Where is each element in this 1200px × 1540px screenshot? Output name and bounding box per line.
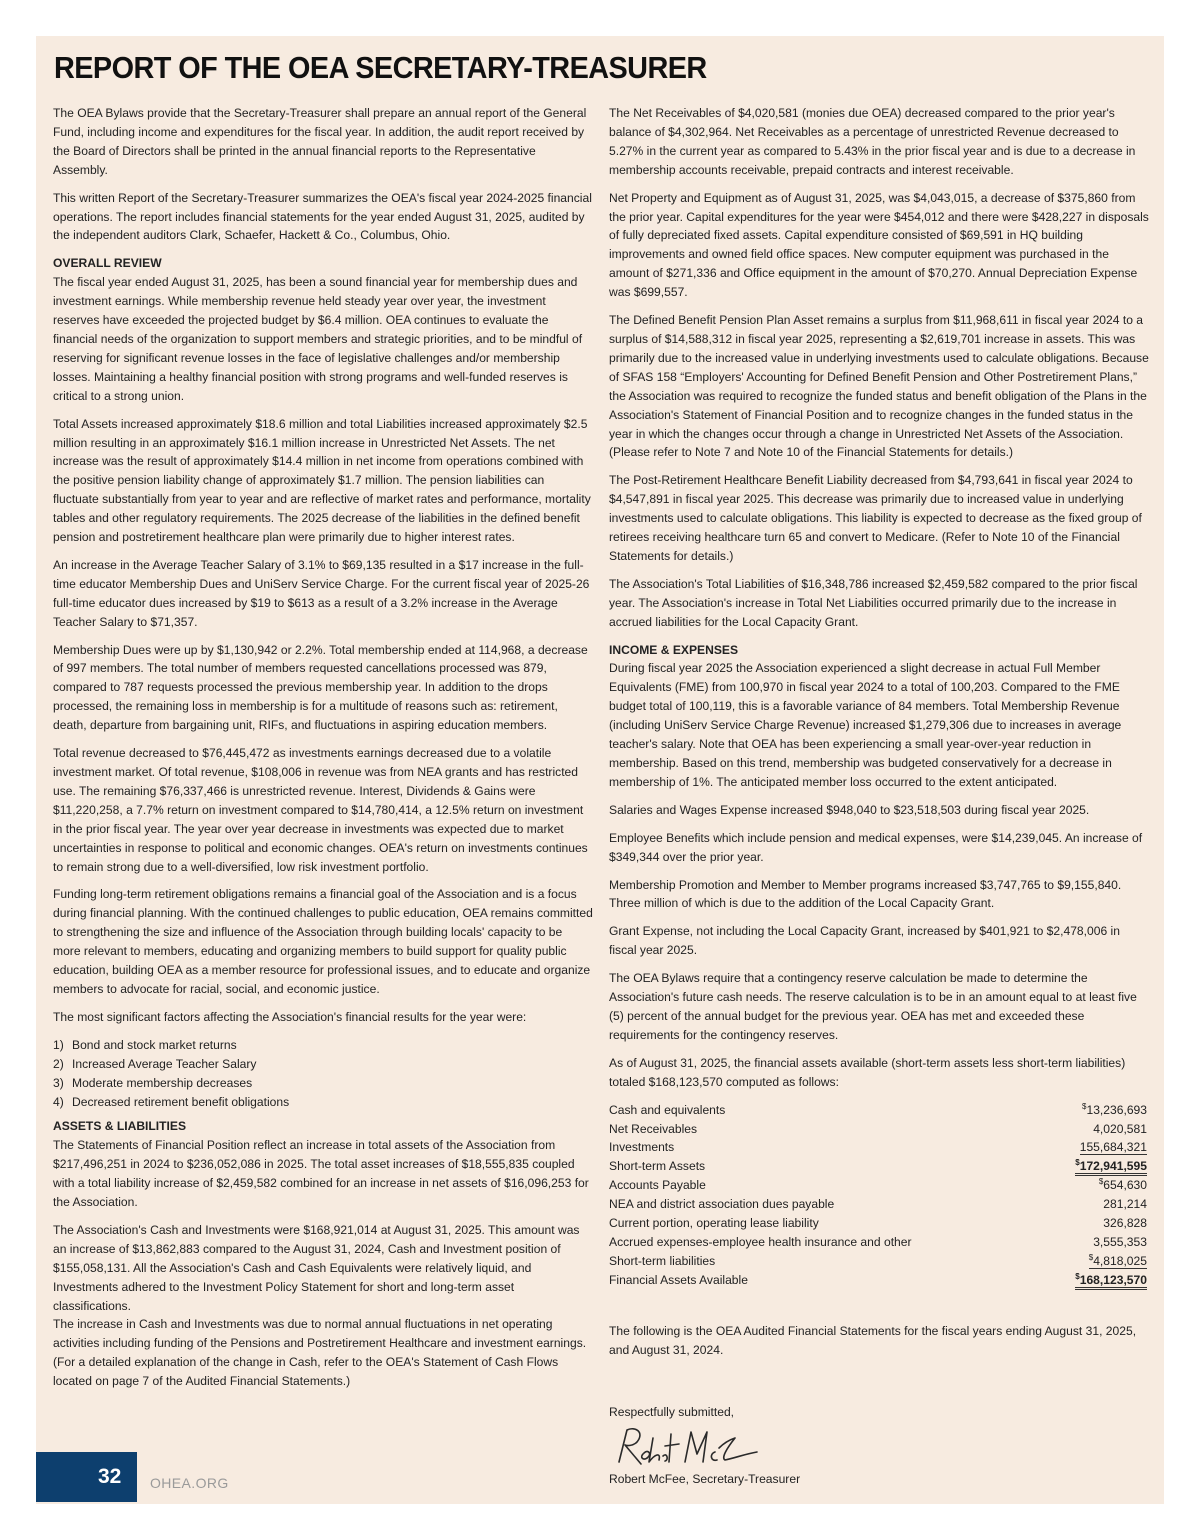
amount-value: 172,941,595 bbox=[1080, 1159, 1147, 1176]
amount-value: 155,684,321 bbox=[1079, 1140, 1147, 1155]
overall-paragraph: Total Assets increased approximately $18.6 million and total Liabilities increased approximately $2.5 million resulting in an approximately $16.1 million increase in Unrestricted Net Assets. The net increase was the result of approximately $14.4 million in net income from operations combined with the positive pension liability change of approximately $1.7 million. The pension liabilities can fluctuate substantially from year to year and are reflective of market rates and performance, mortality tables and other regulatory requirements. The 2025 decrease of the liabilities in the defined benefit pension and postretirement healthcare plan were primarily due to higher interest rates. bbox=[53, 416, 591, 545]
list-text: Decreased retirement benefit obligations bbox=[72, 1094, 290, 1109]
factors-list bbox=[53, 1036, 593, 1112]
list-number: 1) bbox=[53, 1037, 64, 1052]
table-row bbox=[609, 1176, 1147, 1195]
assets-paragraph: Net Property and Equipment as of August 31, 2025, was $4,043,015, a decrease of $375,860 from the prior year. Capital expenditures for the year were $454,012 and there were $428,227 in disposals of fully depreciated fixed assets. Capital expenditure consisted of $69,591 in HQ building improvements and owned field office spaces. New computer equipment was purchased in the amount of $271,336 and Office equipment in the amount of $70,270. Annual Depreciation Expense was $699,557. bbox=[609, 190, 1149, 300]
assets-paragraph: The Defined Benefit Pension Plan Asset remains a surplus from $11,968,611 in fiscal year 2024 to a surplus of $14,588,312 in fiscal year 2025, representing a $2,619,701 increase in assets. This was primarily due to the increased value in underlying investments used to calculate obligations. Because of SFAS 158 “Employers' Accounting for Defined Benefit Pension and Other Postretirement Plans,” the Association was required to recognize the funded status and benefit obligation of the Plans in the Association's Statement of Financial Position and to recognize changes in the funded status in the year in which the changes occur through a change in Unrestricted Net Assets of the Association. (Please refer to Note 7 and Note 10 of the Financial Statements for details.) bbox=[609, 313, 1149, 460]
row-amount bbox=[1044, 1271, 1147, 1290]
amount-value: 281,214 bbox=[1103, 1197, 1147, 1212]
amount-value: 654,630 bbox=[1103, 1178, 1147, 1193]
amount-value: 3,555,353 bbox=[1093, 1234, 1147, 1249]
overall-paragraph: Total revenue decreased to $76,445,472 as investments earnings decreased due to a volatile investment market. Of total revenue, $108,006 in revenue was from NEA grants and has restricted use. The remaining $76,337,466 is unrestricted revenue. Interest, Dividends & Gains were $11,220,258, a 7.7% return on investment compared to $14,780,414, a 12.5% return on investment in the prior fiscal year. The year over year decrease in investments was expected due to market uncertainties in response to political and economic changes. OEA's return on investments continues to remain strong due to a well-diversified, low risk investment portfolio. bbox=[53, 746, 588, 874]
dollar-sign: $ bbox=[1075, 1158, 1080, 1168]
row-label: Investments bbox=[609, 1140, 675, 1155]
list-item bbox=[53, 1036, 593, 1055]
row-label: Current portion, operating lease liability bbox=[609, 1216, 819, 1231]
assets-paragraph: The Association's Cash and Investments were $168,921,014 at August 31, 2025. This amount was an increase of $13,862,883 compared to the August 31, 2024, Cash and Investment position of $155,058,131. All the Association's Cash and Cash Equivalents were relatively liquid, and Investments adhered to the Investment Policy Statement for short and long-term asset classifications. bbox=[53, 1222, 580, 1313]
list-text: Bond and stock market returns bbox=[72, 1037, 237, 1052]
assets-paragraph: The Post-Retirement Healthcare Benefit Liability decreased from $4,793,641 in fiscal year 2024 to $4,547,891 in fiscal year 2025. This decrease was primarily due to increased value in underlying investments used to calculate obligations. This liability is expected to decrease as the fixed group of retirees receiving healthcare turn 65 and convert to Medicare. (Refer to Note 10 of the Financial Statements for details.) bbox=[609, 473, 1142, 563]
row-amount bbox=[1044, 1138, 1147, 1157]
income-paragraph: Membership Promotion and Member to Member programs increased $3,747,765 to $9,155,840. Three million of which is due to the addition of the Local Capacity Grant. bbox=[609, 877, 1122, 911]
table-row bbox=[609, 1157, 1147, 1176]
row-amount bbox=[1044, 1214, 1147, 1233]
income-paragraph: Employee Benefits which include pension and medical expenses, were $14,239,045. An increase of $349,344 over the prior year. bbox=[609, 830, 1143, 864]
row-amount bbox=[1044, 1120, 1147, 1139]
list-item bbox=[53, 1074, 593, 1093]
income-paragraph: As of August 31, 2025, the financial assets available (short-term assets less short-term liabilities) totaled $168,123,570 computed as follows: bbox=[609, 1055, 1126, 1089]
overall-review-heading: OVERALL REVIEW bbox=[53, 256, 162, 271]
income-paragraph: The OEA Bylaws require that a contingency reserve calculation be made to determine the Association's future cash needs. The reserve calculation is to be in an amount equal to at least five (5) percent of the annual budget for the previous year. OEA has met and exceeded these requirements for the contingency reserves. bbox=[609, 971, 1137, 1042]
overall-paragraph: The fiscal year ended August 31, 2025, has been a sound financial year for membership dues and investment earnings. While membership revenue held steady year over year, the investment reserves have exceeded the projected budget by $6.4 million. OEA continues to evaluate the financial needs of the organization to support members and strategic priorities, and to be mindful of reserving for significant revenue losses in the face of legislative challenges and/or membership losses. Maintaining a healthy financial position with strong programs and well-funded reserves is critical to a strong union. bbox=[53, 275, 583, 403]
table-row bbox=[609, 1252, 1147, 1271]
dollar-sign: $ bbox=[1075, 1271, 1080, 1281]
left-column bbox=[53, 104, 593, 1400]
page-title: REPORT OF THE OEA SECRETARY-TREASURER bbox=[54, 50, 707, 85]
row-amount bbox=[1044, 1157, 1147, 1176]
amount-value: 168,123,570 bbox=[1080, 1273, 1147, 1290]
list-number: 2) bbox=[53, 1056, 64, 1071]
overall-paragraph: The most significant factors affecting the Association's financial results for the year were: bbox=[53, 1009, 527, 1024]
respectfully-submitted: Respectfully submitted, bbox=[609, 1405, 735, 1420]
intro-paragraph: This written Report of the Secretary-Treasurer summarizes the OEA's fiscal year 2024-2025 financial operations. The report includes financial statements for the year ended August 31, 2025, audited by the independent auditors Clark, Schaefer, Hackett & Co., Columbus, Ohio. bbox=[53, 190, 592, 243]
row-amount bbox=[1044, 1233, 1147, 1252]
assets-paragraph: The Association's Total Liabilities of $16,348,786 increased $2,459,582 compared to the prior fiscal year. The Association's increase in Total Net Liabilities occurred primarily due to the increase in accrued liabilities for the Local Capacity Grant. bbox=[609, 576, 1138, 629]
income-paragraph: During fiscal year 2025 the Association experienced a slight decrease in actual Full Member Equivalents (FME) from 100,970 in fiscal year 2024 to a total of 100,203. Compared to the FME budget total of 100,119, this is a favorable variance of 84 members. Total Membership Revenue (including UniServ Service Charge Revenue) increased $1,279,306 due to increases in average teacher's salary. Note that OEA has been experiencing a small year-over-year reduction in membership. Based on this trend, membership was budgeted conservatively for a decrease in membership of 1%. The anticipated member loss occurred to the extent anticipated. bbox=[609, 661, 1122, 789]
overall-paragraph: Funding long-term retirement obligations remains a financial goal of the Association and is a focus during financial planning. With the continued challenges to public education, OEA remains committed to strengthening the size and influence of the Association through building locals' capacity to be more relevant to members, educating and organizing members to build support for quality public education, building OEA as a member resource for professional issues, and to educate and organize members to advocate for racial, social, and economic justice. bbox=[53, 887, 593, 996]
overall-paragraph: An increase in the Average Teacher Salary of 3.1% to $69,135 resulted in a $17 increase in the full-time educator Membership Dues and UniServ Service Charge. For the current fiscal year of 2025-26 full-time educator dues increased by $19 to $613 as a result of a 3.2% increase in the Average Teacher Salary to $71,357. bbox=[53, 557, 590, 629]
row-label: Short-term liabilities bbox=[609, 1253, 716, 1268]
intro-paragraph: The OEA Bylaws provide that the Secretary-Treasurer shall prepare an annual report of the General Fund, including income and expenditures for the fiscal year. In addition, the audit report received by the Board of Directors shall be printed in the annual financial reports to the Representative Assembly. bbox=[53, 106, 587, 177]
list-number: 4) bbox=[53, 1094, 64, 1109]
table-row bbox=[609, 1138, 1147, 1157]
list-number: 3) bbox=[53, 1075, 64, 1090]
list-text: Moderate membership decreases bbox=[72, 1075, 253, 1090]
row-amount bbox=[1044, 1195, 1147, 1214]
dollar-sign: $ bbox=[1088, 1252, 1094, 1262]
signer-name: Robert McFee, Secretary-Treasurer bbox=[609, 1472, 801, 1487]
row-label: Net Receivables bbox=[609, 1121, 698, 1136]
income-expenses-heading: INCOME & EXPENSES bbox=[609, 642, 739, 657]
row-amount bbox=[1044, 1252, 1147, 1271]
list-text: Increased Average Teacher Salary bbox=[72, 1056, 257, 1071]
income-paragraph: Grant Expense, not including the Local Capacity Grant, increased by $401,921 to $2,478,006 in fiscal year 2025. bbox=[609, 924, 1120, 958]
dollar-sign: $ bbox=[1098, 1177, 1104, 1187]
assets-paragraph: The Statements of Financial Position reflect an increase in total assets of the Association from $217,496,251 in 2024 to $236,052,086 in 2025. The total asset increases of $18,555,835 coupled with a total liability increase of $2,459,582 combined for an increase in net assets of $16,096,253 for the Association. bbox=[53, 1138, 589, 1210]
amount-value: 4,818,025 bbox=[1093, 1253, 1147, 1268]
assets-liabilities-heading: ASSETS & LIABILITIES bbox=[53, 1119, 187, 1134]
closing-paragraph: The following is the OEA Audited Financial Statements for the fiscal years ending August 31, 2025, and August 31, 2024. bbox=[609, 1323, 1137, 1357]
website-link[interactable]: OHEA.ORG bbox=[150, 1475, 229, 1491]
assets-paragraph: The increase in Cash and Investments was due to normal annual fluctuations in net operating activities including funding of the Pensions and Postretirement Healthcare and investment earnings. (For a detailed explanation of the change in Cash, refer to the OEA's Statement of Cash Flows located on page 7 of the Audited Financial Statements.) bbox=[53, 1317, 587, 1389]
row-label: Accrued expenses-employee health insurance and other bbox=[609, 1234, 912, 1249]
row-label: Short-term Assets bbox=[609, 1159, 706, 1174]
page-number-box bbox=[36, 1452, 137, 1502]
row-label: Accounts Payable bbox=[609, 1178, 706, 1193]
table-row bbox=[609, 1195, 1147, 1214]
row-label: Cash and equivalents bbox=[609, 1102, 726, 1117]
row-amount bbox=[1044, 1176, 1147, 1195]
table-row bbox=[609, 1120, 1147, 1139]
amount-value: 4,020,581 bbox=[1093, 1121, 1147, 1136]
right-column bbox=[609, 104, 1149, 1498]
list-item bbox=[53, 1093, 593, 1112]
row-label: NEA and district association dues payable bbox=[609, 1197, 835, 1212]
table-row bbox=[609, 1271, 1147, 1290]
report-page bbox=[36, 36, 1164, 1504]
overall-paragraph: Membership Dues were up by $1,130,942 or 2.2%. Total membership ended at 114,968, a decrease of 997 members. The total number of members requested cancellations processed was 879, compared to 787 requests processed the previous membership year. In addition to the drops processed, the remaining loss in membership is for a multitude of reasons such as: retirement, death, departure from bargaining unit, RIFs, and fluctuations in aspiring education members. bbox=[53, 642, 588, 733]
list-item bbox=[53, 1055, 593, 1074]
assets-paragraph: The Net Receivables of $4,020,581 (monies due OEA) decreased compared to the prior year's balance of $4,302,964. Net Receivables as a percentage of unrestricted Revenue decreased to 5.27% in the current year as compared to 5.43% in the prior fiscal year and is due to a decrease in membership accounts receivable, prepaid contracts and interest receivable. bbox=[609, 106, 1136, 177]
table-row bbox=[609, 1233, 1147, 1252]
income-paragraph: Salaries and Wages Expense increased $948,040 to $23,518,503 during fiscal year 2025. bbox=[609, 802, 1090, 817]
financial-assets-table bbox=[609, 1101, 1147, 1290]
row-label: Financial Assets Available bbox=[609, 1272, 748, 1287]
table-row bbox=[609, 1101, 1147, 1120]
table-row bbox=[609, 1214, 1147, 1233]
signature-image bbox=[611, 1424, 761, 1470]
row-amount bbox=[1044, 1101, 1147, 1120]
amount-value: 326,828 bbox=[1103, 1216, 1147, 1231]
amount-value: 13,236,693 bbox=[1086, 1102, 1147, 1117]
page-number: 32 bbox=[98, 1465, 122, 1488]
dollar-sign: $ bbox=[1082, 1101, 1087, 1111]
